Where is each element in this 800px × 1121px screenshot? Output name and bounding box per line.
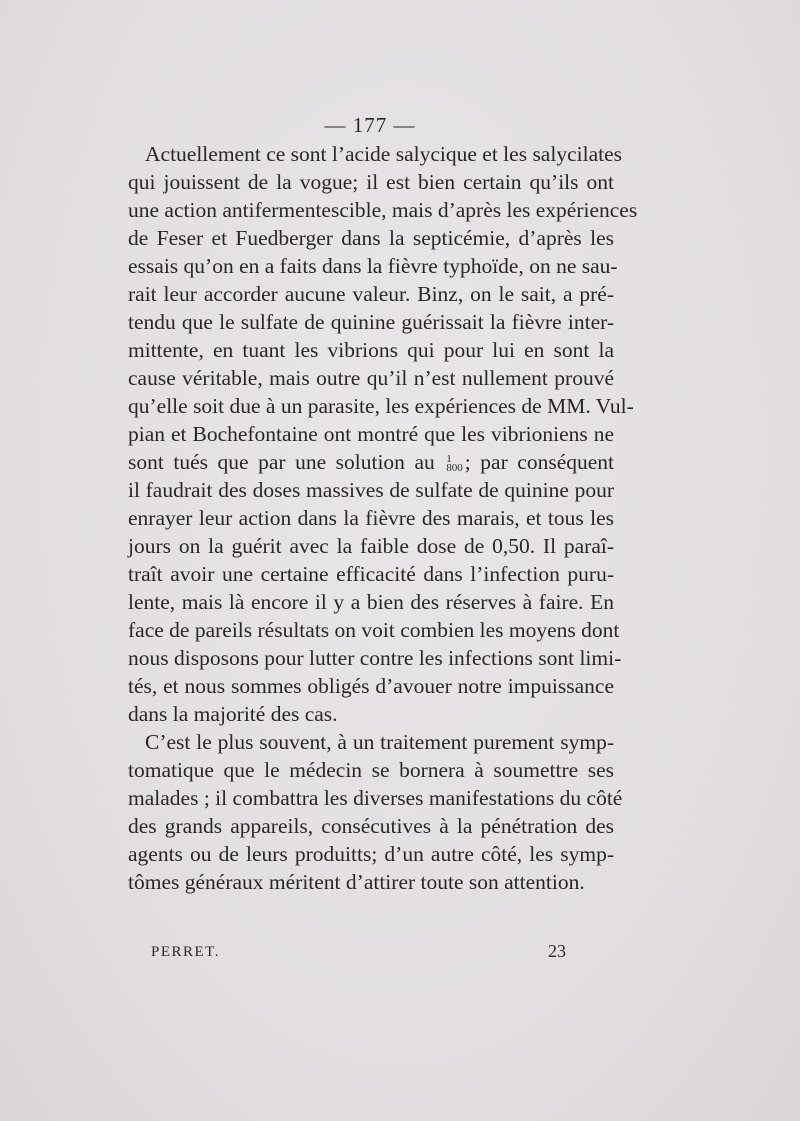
text-line: C’est le plus souvent, à un traitement purement symp- xyxy=(145,730,614,754)
text-line: une action antifermentescible, mais d’après les expériences xyxy=(128,198,638,222)
text-line: face de pareils résultats on voit combien les moyens dont xyxy=(128,618,620,642)
text-line: jours on la guérit avec la faible dose de 0,50. Il paraî- xyxy=(128,534,614,558)
text-line-segment: ; par conséquent xyxy=(464,450,614,474)
text-line: cause véritable, mais outre qu’il n’est nullement prouvé xyxy=(128,366,614,390)
text-line: malades ; il combattra les diverses manifestations du côté xyxy=(128,786,623,810)
text-line: tendu que le sulfate de quinine guérissait la fièvre inter- xyxy=(128,310,614,334)
fraction-numerator: 1 xyxy=(446,453,452,466)
text-line xyxy=(128,448,614,476)
text-line: des grands appareils, consécutives à la pénétration des xyxy=(128,814,614,838)
fraction xyxy=(446,455,463,473)
text-line: Actuellement ce sont l’acide salycique et les salycilates xyxy=(145,142,622,166)
text-line: traît avoir une certaine efficacité dans l’infection puru- xyxy=(128,562,614,586)
body-text xyxy=(128,140,638,896)
text-line: lente, mais là encore il y a bien des réserves à faire. En xyxy=(128,590,614,614)
text-line: tés, et nous sommes obligés d’avouer notre impuissance xyxy=(128,674,614,698)
text-line: enrayer leur action dans la fièvre des marais, et tous les xyxy=(128,506,614,530)
fraction-denominator: 800 xyxy=(446,462,463,475)
text-line: rait leur accorder aucune valeur. Binz, on le sait, a pré- xyxy=(128,282,614,306)
text-line: de Feser et Fuedberger dans la septicémie, d’après les xyxy=(128,226,614,250)
text-line: essais qu’on en a faits dans la fièvre typhoïde, on ne sau- xyxy=(128,254,618,278)
printer-signature: PERRET. xyxy=(151,944,220,960)
text-line: tomatique que le médecin se bornera à soumettre ses xyxy=(128,758,614,782)
text-line: nous disposons pour lutter contre les infections sont limi- xyxy=(128,646,622,670)
text-line: qu’elle soit due à un parasite, les expériences de MM. Vul- xyxy=(128,394,634,418)
text-line: agents ou de leurs produitts; d’un autre côté, les symp- xyxy=(128,842,614,866)
page-number: — 177 — xyxy=(324,113,416,137)
sheet-number: 23 xyxy=(548,941,566,961)
text-line: dans la majorité des cas. xyxy=(128,702,338,726)
text-line: qui jouissent de la vogue; il est bien certain qu’ils ont xyxy=(128,170,614,194)
text-line: tômes généraux méritent d’attirer toute son attention. xyxy=(128,870,585,894)
text-line-segment: sont tués que par une solution au xyxy=(128,450,445,474)
text-line: mittente, en tuant les vibrions qui pour lui en sont la xyxy=(128,338,614,362)
text-line: pian et Bochefontaine ont montré que les vibrioniens ne xyxy=(128,422,614,446)
text-line: il faudrait des doses massives de sulfate de quinine pour xyxy=(128,478,614,502)
